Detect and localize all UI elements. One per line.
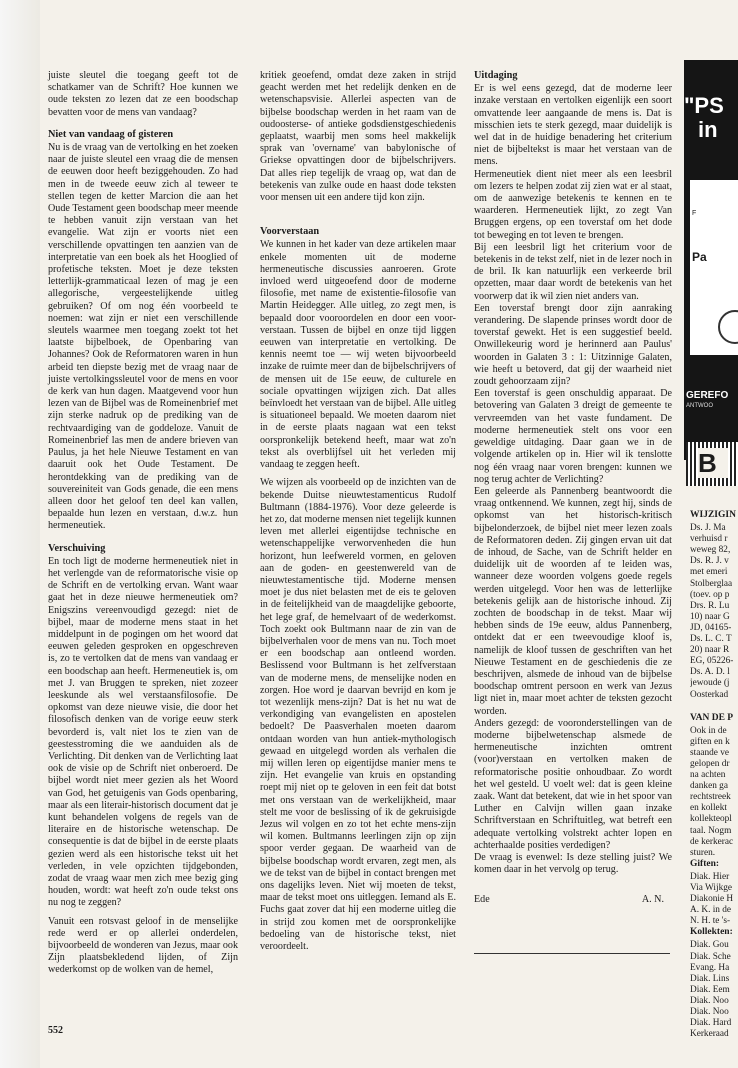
signature-line — [474, 894, 672, 906]
strip-line: Drs. R. Lu — [690, 600, 730, 611]
end-rule — [474, 953, 670, 954]
body-paragraph: Hermeneutiek dient niet meer als een leesbril om lezers te helpen zodat zij zien wat er al staat, om de aanwezige betekenis te kennen en te waarderen. Hermeneutiek lijkt, zo zegt Van Bruggen ergens, op een toverstaf om het dode tot beweging en tot leven te brengen. — [474, 168, 672, 241]
body-paragraph: Een toverstaf is geen onschuldig apparaat. De betovering van Galaten 3 dreigt de gemeente te vervreemden van het vaste fundament. De moderne hermeneutiek stelt ons voor een geweldige uitdaging. Daar gaan we in de volgende artikelen op in. Hier wil ik tenslotte nog één vraag naar voren brengen: kunnen we nog terug achter de Verlichting? — [474, 388, 672, 485]
strip-line: taal. Nogm — [690, 825, 732, 836]
strip-line: JD, 04165- — [690, 622, 732, 633]
strip-line: weweg 82, — [690, 545, 731, 556]
sign-place: Ede — [474, 894, 490, 906]
column-3 — [474, 70, 672, 954]
strip-line: rechtstreek — [690, 792, 731, 803]
body-paragraph: Er is wel eens gezegd, dat de moderne leer inzake verstaan en vertolken eigenlijk een soort omvattende leer aangaande de mens is. Dat is misschien iets te sterk gezegd, maar duidelijk is wel dat in de huidige benadering het criterium niet de bijbeltekst is maar het verstaan van de mens. — [474, 83, 672, 168]
strip-line: Oosterkad — [690, 689, 729, 700]
column-1 — [48, 70, 238, 983]
body-paragraph: We kunnen in het kader van deze artikelen maar enkele momenten uit de moderne hermeneutische discussies aanroeren. Grote invloed werd uitgeoefend door de moderne filosofie, met name de existentie-filosofie van Martin Heidegger. Alle uitleg, zo zegt men, is bepaald door vooroordelen en door een voor-verstaan. Tussen de bijbel en onze tijd liggen eeuwen van interpretatie en vertolking. De kennis neemt toe — wij weten bijvoorbeeld inzake de ruimte meer dan de bijbelschrijvers of de mensen uit de 15e eeuw, de culturele en sociale opvattingen wijzigen zich. Dat alles beïnvloedt het verstaan van de bijbel. Alle uitleg is situationeel bepaald. We moeten daarom niet in de eerste plaats nagaan wat een tekst oorspronkelijk betekend heeft, maar wat zo'n tekst als overblijfsel uit het verleden mij vandaag te zeggen heeft. — [260, 239, 456, 471]
strip-line: staande ve — [690, 747, 729, 758]
sign-initials: A. N. — [641, 894, 664, 906]
body-paragraph: Nu is de vraag van de vertolking en het zoeken naar de juiste sleutel een vraag die de mensen de eeuwen door heeft beziggehouden. Zo had men in de tweede eeuw zich al teweer te stellen tegen de ketter Marcion die aan het Oude Testament geen boodschap meer meende te hebben vanuit zijn verstaan van het evangelie. Wat zijn er voorts niet een verschillende opvattingen ten aanzien van de interpretatie van een boek als het Hooglied of profetische teksten. Moet je deze teksten letterlijk-grammaticaal lezen of mag je een allegorische, vergeestelijkende uitleg gebruiken? Of om nog één voorbeeld te noemen: wat zijn er niet een verschillende sleutels waarmee men toegang zoekt tot het laatste bijbelboek, de Openbaring van Johannes? Ook de Reformatoren waren in hun arbeid ten diepste bezig met de vraag naar de juiste vertolkingssleutel voor de mens en voor de kerk van hun dagen. Maatgevend voor hun lezen van de Bijbel was de Romeinenbrief met zijn sterke nadruk op de prediking van de rechtvaardiging van de goddeloze. Vanuit de Romeinenbrief las men de andere brieven van Paulus, ja het hele Nieuwe Testament en van daaruit ook het Oude Testament. De herontdekking van de prediking van de souvereiniteit van Gods genade, die een mens alleen door het geloof ten deel kan vallen, bepaalde hun lezen en verstaan, d.w.z. hun hermeneutiek. — [48, 142, 238, 532]
body-paragraph: kritiek geoefend, omdat deze zaken in strijd geacht werden met het redelijk denken en de wetenschapsvisie. Allerlei aspecten van de bijbelse boodschap werden in het raam van de oudoosterse- of antieke godsdienstgeschiedenis geplaatst, waarbij men soms heel makkelijk sprak van 'overname' van babylonische of Griekse opvattingen door de bijbelschrijvers. Dat alles riep tegelijk de vraag op, wat dan de betekenis van zulke oude en haast dode teksten voor mensen uit een andere tijd kon zijn. — [260, 70, 456, 204]
strip-line: (toev. op p — [690, 589, 730, 600]
strip-line: Ds. J. Ma — [690, 523, 726, 534]
strip-line: Stolberglaa — [690, 578, 733, 589]
strip-line: kollekteopl — [690, 814, 732, 825]
strip-line: sturen. — [690, 847, 716, 858]
strip-line: de kerkerac — [690, 836, 734, 847]
strip-line: A. K. in de — [690, 905, 732, 916]
ad-letter: B — [698, 448, 728, 478]
giften-heading: Giften: — [690, 858, 720, 869]
ad-brand: GEREFO — [686, 390, 729, 401]
ad-cover-label: Pa — [692, 250, 707, 264]
body-paragraph: En toch ligt de moderne hermeneutiek niet in het verlengde van de reformatorische visie op de Schrift en de vertolking ervan. Want waar gaat het in deze nieuwe hermeneutiek om? Enigszins vereenvoudigd gezegd: niet de bijbel, maar de moderne mens staat in het middelpunt in de pogingen om het woord dat eeuwen geleden gesproken en opgeschreven is, zo te vertolken dat de mens van vandaag er een boodschap aan heeft. Hermeneutiek is, om met J. van Bruggen te spreken, niet zozeer leeskunde als wel verstaansfilosofie. De opkomst van deze nieuwe visie, die door het filosofisch denken van de vorige eeuw sterk bevorderd is, valt niet los te zien van de geestesstroming die we aanduiden als de Verlichting. Dit denken van de Verlichting laat ook de visie op de Schrift niet onberoerd. De bijbel wordt niet meer gezien als het Woord van God, het getuigenis van Gods openbaring, maar als een literair-historisch document dat je kunt behandelen volgens de regels van de literaire en de historische wetenschap. De consequentie is dat de bijbel in de eerste plaats gezien werd als een historische tekst uit het verleden, in vele opzichten tijdgebonden, zodat de vraag waar men zich mee bezig ging houden, wordt: wat heeft zo'n oude tekst ons nu nog te zeggen? — [48, 555, 238, 909]
section-heading: Verschuiving — [48, 542, 106, 554]
strip-line: Ds. L. C. T — [690, 634, 732, 645]
body-paragraph: Een geleerde als Pannenberg beantwoordt die vraag ontkennend. We kunnen, zegt hij, sinds de opkomst van het historisch-kritisch bijbelonderzoek, de bijbel niet meer lezen zoals de Reformatoren deden. Zij gingen ervan uit dat de inhoud, de Sache, van de Schrift helder en duidelijk uit de woorden af te leiden was, wanneer deze woorden volgens goede regels werden uitgelegd. Voor hen was de letterlijke betekenis gelijk aan de historische inhoud. Zij zochten de boodschap in de tekst. Maar wij hebben sinds de 19e eeuw, aldus Pannenberg, ontdekt dat er een tweevoudige kloof is, namelijk de kloof tussen de geschriften van het Nieuwe Testament en de geschiedenis die ze beschrijven, alsmede de inhoud van de bijbelse boodschap omtrent persoon en werk van Jezus ligt niet in, maar moet achter de teksten gezocht worden. — [474, 485, 672, 717]
wijziging-heading: WIJZIGIN — [690, 510, 736, 520]
strip-line: 10) naar G — [690, 611, 730, 622]
intro-paragraph: juiste sleutel die toegang geeft tot de schatkamer van de Schrift? Hoe kunnen we oude teksten zo lezen dat ze een boodschap bevatten voor de mens van vandaag? — [48, 70, 238, 118]
strip-line: Diak. Noo — [690, 1007, 729, 1018]
strip-line: EG, 05226- — [690, 656, 734, 667]
section-heading: Uitdaging — [474, 70, 518, 81]
strip-line: Kerkeraad — [690, 1029, 729, 1040]
strip-line: 20) naar R — [690, 645, 730, 656]
ad-cover-text: F — [692, 210, 697, 217]
adjacent-page-strip — [684, 60, 738, 1068]
ad-title: "PS in — [684, 93, 724, 142]
strip-line: en kollekt — [690, 803, 727, 814]
body-paragraph: Anders gezegd: de vooronderstellingen van de moderne bijbelwetenschap alsmede de hermeneutische inzichten omtrent (voor)verstaan en vertolken maken de reformatorische positie onhoudbaar. Zo wordt het wel gesteld. U voelt wel: dat is geen kleine zaak. Want dat betekent, dat wie in het spoor van Luther en Calvijn willen gaan inzake Schriftverstaan en Schriftuitleg, wat betreft een adequate vertolking volstrekt achter lopen en achterhaalde posities verdedigen? — [474, 717, 672, 851]
strip-line: Via Wijkge — [690, 883, 733, 893]
column-2 — [260, 70, 456, 959]
body-paragraph: De vraag is evenwel: Is deze stelling juist? We komen daar in het vervolg op terug. — [474, 852, 672, 876]
strip-line: Ds. R. J. v — [690, 556, 729, 567]
strip-line: Diak. Gou — [690, 940, 729, 951]
van-heading: VAN DE P — [690, 712, 734, 723]
body-paragraph: We wijzen als voorbeeld op de inzichten van de bekende Duitse nieuwtestamenticus Rudolf Bultmann (1884-1976). Voor deze geleerde is het zo, dat moderne mensen niet tegelijk kunnen leven met allerlei eigentijdse technische en wetenschappelijke verworvenheden die hun horizont, hun leefwereld vormen, en geloven aan de goden- en geestenwereld van de nieuwtestamentische tijd. Moderne mensen moet je dus niet belasten met de eis te geloven in de feitelijkheid van de maagdelijke geboorte, het lege graf, de hemelvaart of de wederkomst. Toch zoekt ook Bultmann naar de zin van de bijbelverhalen voor de mens van nu. Toch moet er een boodschap aan ontleend worden. Beslissend voor Bultmann is het zelfverstaan van de moderne mens, de menselijke noden en zorgen. Hoe word je daarvan bevrijd en kom je tot wezenlijk mens-zijn? Dat is het nu wat de verkondiging van evangelisten en apostelen bedoelt? De Paasverhalen moeten daarom ontdaan worden van hun antiek-mythologisch gewaad en uitgelegd worden als verhalen die mij willen leren op eigentijdse manier mens te zijn. Het evangelie van kruis en opstanding roept mij niet op te geloven in een feit dat botst met ons verstaan van de werkelijkheid, maar stelt me voor de beslissing of ik de gekruisigde Jezus wil volgen en zo tot het echte mens-zijn wil komen. Bultmanns leerlingen zijn op zijn spoor verder gegaan. De waarheid van de bijbelse boodschap wordt ervaren, zegt men, als we de tekst van de bijbel in contact brengen met ons dagelijks leven. Niet wij moeten de tekst, maar de tekst moet ons uitleggen. Iemand als E. Fuchs gaat zover dat hij een moderne uitleg die in strijd zou komen met de oorspronkelijke bedoeling van de historische tekst, niet veroordeelt. — [260, 477, 456, 953]
strip-line: Diak. Sche — [690, 951, 731, 962]
strip-line: verhuisd r — [690, 534, 728, 545]
scan-edge — [0, 0, 40, 1068]
advertisement — [684, 60, 738, 478]
strip-line: gelopen dr — [690, 758, 730, 769]
strip-line: Diak. Noo — [690, 995, 729, 1006]
strip-line: Diakonie H — [690, 894, 734, 905]
body-paragraph: Bij een leesbril ligt het criterium voor de betekenis in de tekst zelf, niet in de lezer noch in de bril. Ik kan natuurlijk een verkeerde bril opzetten, maar daar wordt de betekenis van het voorwerp dat ik wil zien niet anders van. — [474, 241, 672, 302]
section-heading: Voorverstaan — [260, 226, 320, 238]
strip-line: Diak. Lins — [690, 973, 730, 984]
strip-line: Diak. Hard — [690, 1018, 732, 1029]
strip-line: giften en k — [690, 736, 730, 747]
kollekten-heading: Kollekten: — [690, 927, 733, 938]
section-heading: Niet van vandaag of gisteren — [48, 128, 174, 140]
strip-line: Evang. Ha — [690, 962, 730, 973]
strip-line: met emeri — [690, 567, 728, 578]
strip-line: Diak. Eem — [690, 984, 730, 995]
body-paragraph: Vanuit een rotsvast geloof in de menselijke rede werd er op allerlei onderdelen, bijvoorbeeld de wonderen van Jezus, maar ook Zijn plaatsbekledend lijden, of Zijn wederkomst op de wolken van de hemel, — [48, 915, 238, 976]
strip-line: Ook in de — [690, 725, 727, 736]
ad-brand-sub: ANTWOO — [686, 403, 713, 409]
strip-line: jewoude (j — [690, 678, 730, 689]
strip-line: na achten — [690, 770, 726, 781]
page-number: 552 — [48, 1025, 63, 1036]
strip-line: Ds. A. D. l — [690, 667, 730, 678]
strip-line: N. H. te 's- — [690, 916, 731, 927]
strip-line: Diak. Hier — [690, 871, 730, 882]
body-paragraph: Een toverstaf brengt door zijn aanraking verandering. De slapende prinses wordt door de toverstaf gewekt. Het is een suggestief beeld. Onwillekeurig word je herinnerd aan Paulus' woorden in Galaten 3 : 1: Uitzinnige Galaten, wie heeft u betoverd, dat gij der waarheid niet zoudt gehoorzaam zijn? — [474, 302, 672, 388]
strip-line: danken ga — [690, 781, 728, 792]
sidebar-text — [690, 510, 738, 1040]
